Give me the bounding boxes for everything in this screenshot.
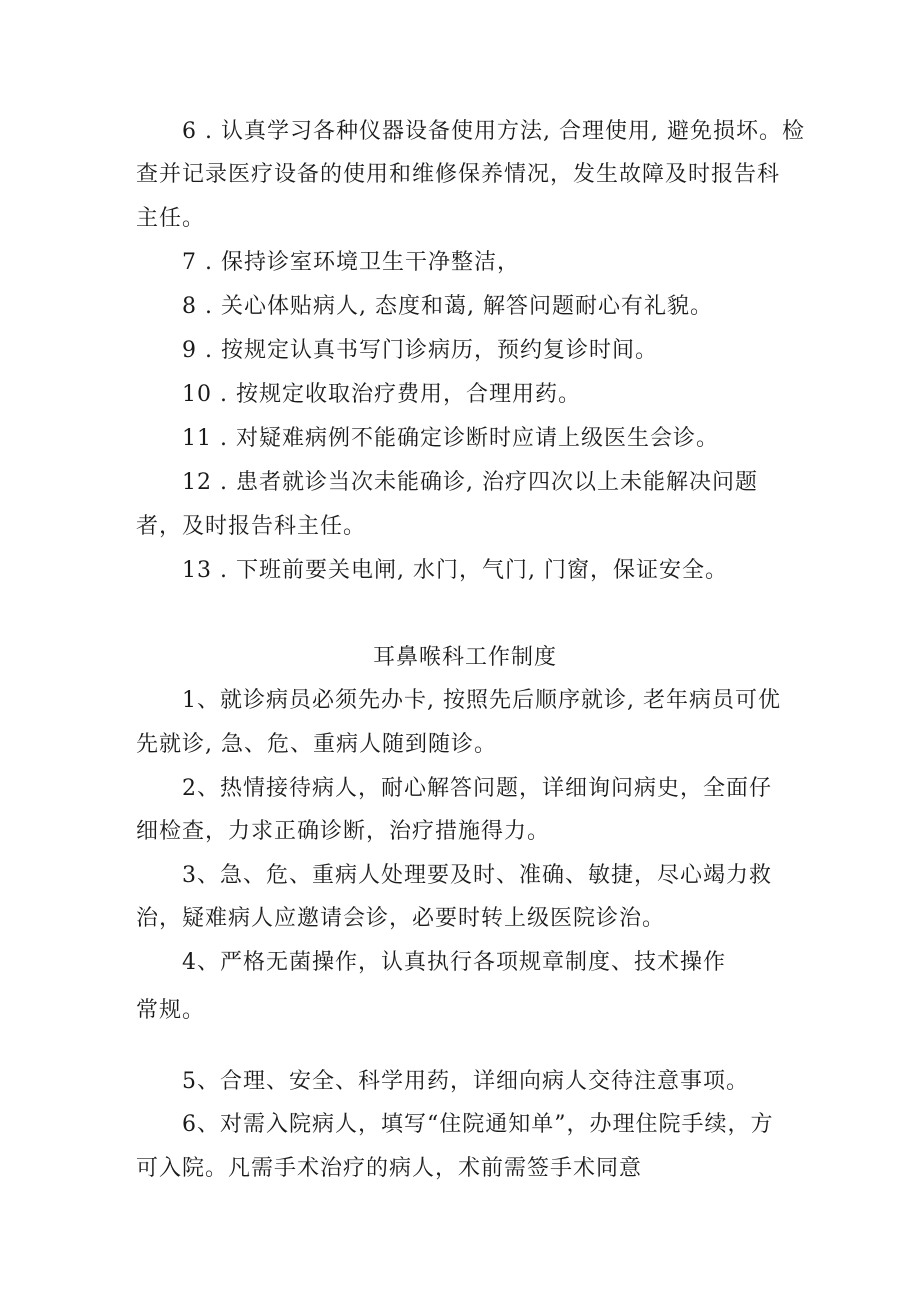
ent-rule-1-line-2: 先就诊, 急、危、重病人随到随诊。: [136, 732, 497, 757]
rule-13-line-1: 13 . 下班前要关电闸, 水门，气门, 门窗，保证安全。: [182, 558, 728, 583]
ent-rule-2-line-1: 2、热情接待病人，耐心解答问题，详细询问病史，全面仔: [182, 776, 772, 801]
rule-9-line-1: 9 . 按规定认真书写门诊病历，预约复诊时间。: [182, 338, 658, 363]
ent-rule-2-line-2: 细检查，力求正确诊断，治疗措施得力。: [136, 819, 551, 844]
ent-rule-6-line-1: 6、对需入院病人，填写“住院通知单”，办理住院手续，方: [182, 1112, 774, 1137]
rule-6-line-2: 查并记录医疗设备的使用和维修保养情况，发生故障及时报告科: [136, 162, 781, 187]
rule-11-line-1: 11 . 对疑难病例不能确定诊断时应请上级医生会诊。: [182, 426, 719, 451]
rule-12-line-2: 者，及时报告科主任。: [136, 514, 367, 539]
rule-7-line-1: 7 . 保持诊室环境卫生干净整洁，: [182, 250, 520, 275]
ent-rule-3-line-1: 3、急、危、重病人处理要及时、准确、敏捷，尽心竭力救: [182, 863, 772, 888]
rule-10-line-1: 10 . 按规定收取治疗费用，合理用药。: [182, 382, 581, 407]
ent-rule-5-line-1: 5、合理、安全、科学用药，详细向病人交待注意事项。: [182, 1069, 749, 1094]
ent-rule-4-line-1: 4、严格无菌操作，认真执行各项规章制度、技术操作: [182, 950, 726, 975]
ent-rule-3-line-2: 治，疑难病人应邀请会诊，必要时转上级医院诊治。: [136, 906, 666, 931]
ent-rule-6-line-2: 可入院。凡需手术治疗的病人，术前需签手术同意: [136, 1156, 643, 1181]
ent-rule-1-line-1: 1、就诊病员必须先办卡, 按照先后顺序就诊, 老年病员可优: [182, 688, 781, 713]
rule-6-line-3: 主任。: [136, 206, 206, 231]
rule-8-line-1: 8 . 关心体贴病人, 态度和蔼, 解答问题耐心有礼貌。: [182, 294, 713, 319]
ent-rule-4-line-2: 常规。: [136, 998, 206, 1023]
rule-12-line-1: 12 . 患者就诊当次未能确诊, 治疗四次以上未能解决问题: [182, 470, 758, 495]
rule-6-line-1: 6 . 认真学习各种仪器设备使用方法, 合理使用, 避免损坏。检: [182, 119, 805, 144]
section-title: 耳鼻喉科工作制度: [372, 645, 557, 670]
